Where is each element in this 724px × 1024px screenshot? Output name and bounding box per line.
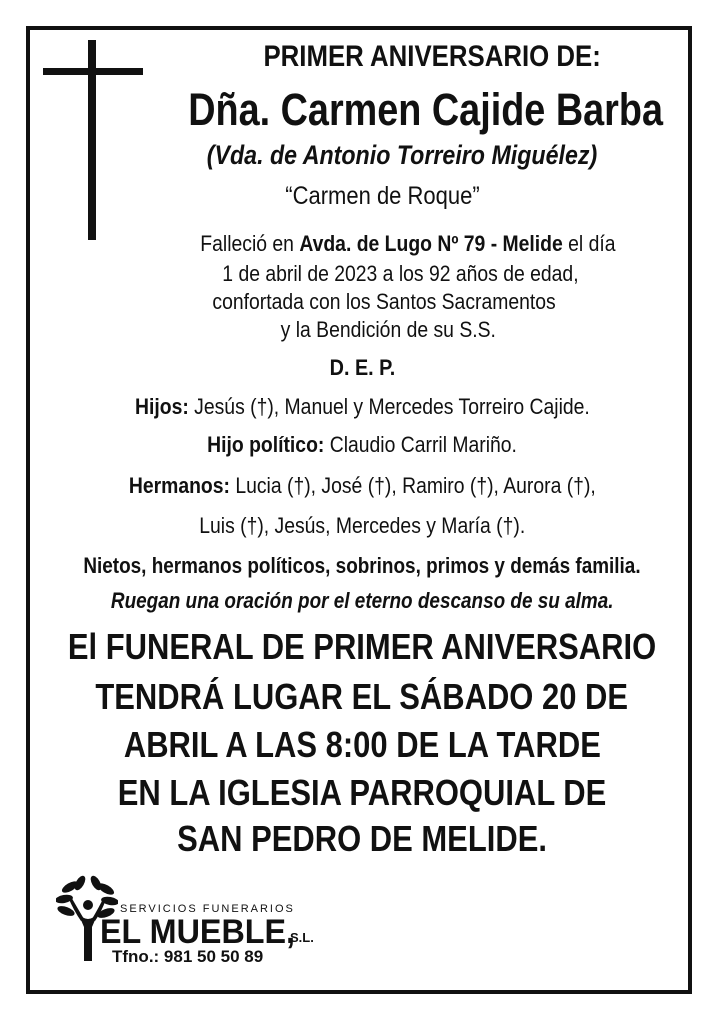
siblings-line-2: Luis (†), Jesús, Mercedes y María (†). xyxy=(198,513,525,538)
funeral-line-3: ABRIL A LAS 8:00 DE LA TARDE xyxy=(123,724,601,765)
sacraments-line: confortada con los Santos Sacramentos xyxy=(212,289,556,314)
extended-family-line: Nietos, hermanos políticos, sobrinos, primos y demás familia. xyxy=(83,553,641,578)
death-place-line: Falleció en Avda. de Lugo Nº 79 - Melide el día xyxy=(200,231,616,256)
deceased-name: Dña. Carmen Cajide Barba xyxy=(188,84,664,135)
children-names: Jesús (†), Manuel y Mercedes Torreiro Cajide. xyxy=(188,394,590,419)
anniversary-heading: PRIMER ANIVERSARIO DE: xyxy=(263,40,601,73)
funeral-line-5: SAN PEDRO DE MELIDE. xyxy=(177,818,547,859)
son-in-law-label: Hijo político: xyxy=(207,432,325,457)
siblings-label: Hermanos: xyxy=(128,473,230,498)
siblings-names-1: Lucia (†), José (†), Ramiro (†), Aurora (†), xyxy=(229,473,596,498)
nickname: “Carmen de Roque” xyxy=(284,182,480,210)
dep-heading: D. E. P. xyxy=(329,355,395,380)
company-suffix: S.L. xyxy=(290,930,314,945)
widow-of: (Vda. de Antonio Torreiro Miguélez) xyxy=(206,140,598,170)
company-name: EL MUEBLE, xyxy=(100,913,296,951)
son-in-law-line xyxy=(0,432,724,458)
children-label: Hijos: xyxy=(134,394,189,419)
death-address: Avda. de Lugo Nº 79 - Melide xyxy=(299,231,563,256)
death-date-line: 1 de abril de 2023 a los 92 años de edad, xyxy=(221,261,579,286)
funeral-line-2: TENDRÁ LUGAR EL SÁBADO 20 DE xyxy=(95,676,629,717)
funeral-line-4: EN LA IGLESIA PARROQUIAL DE xyxy=(117,772,607,813)
funeral-line-1: El FUNERAL DE PRIMER ANIVERSARIO xyxy=(67,626,657,667)
prayer-request-line: Ruegan una oración por el eterno descanso de su alma. xyxy=(110,588,614,613)
blessing-line: y la Bendición de su S.S. xyxy=(280,317,496,342)
phone-number: Tfno.: 981 50 50 89 xyxy=(112,947,264,966)
son-in-law-name: Claudio Carril Mariño. xyxy=(324,432,517,457)
services-label: SERVICIOS FUNERARIOS xyxy=(120,903,295,915)
children-line xyxy=(0,394,724,420)
siblings-line-1 xyxy=(0,473,724,499)
